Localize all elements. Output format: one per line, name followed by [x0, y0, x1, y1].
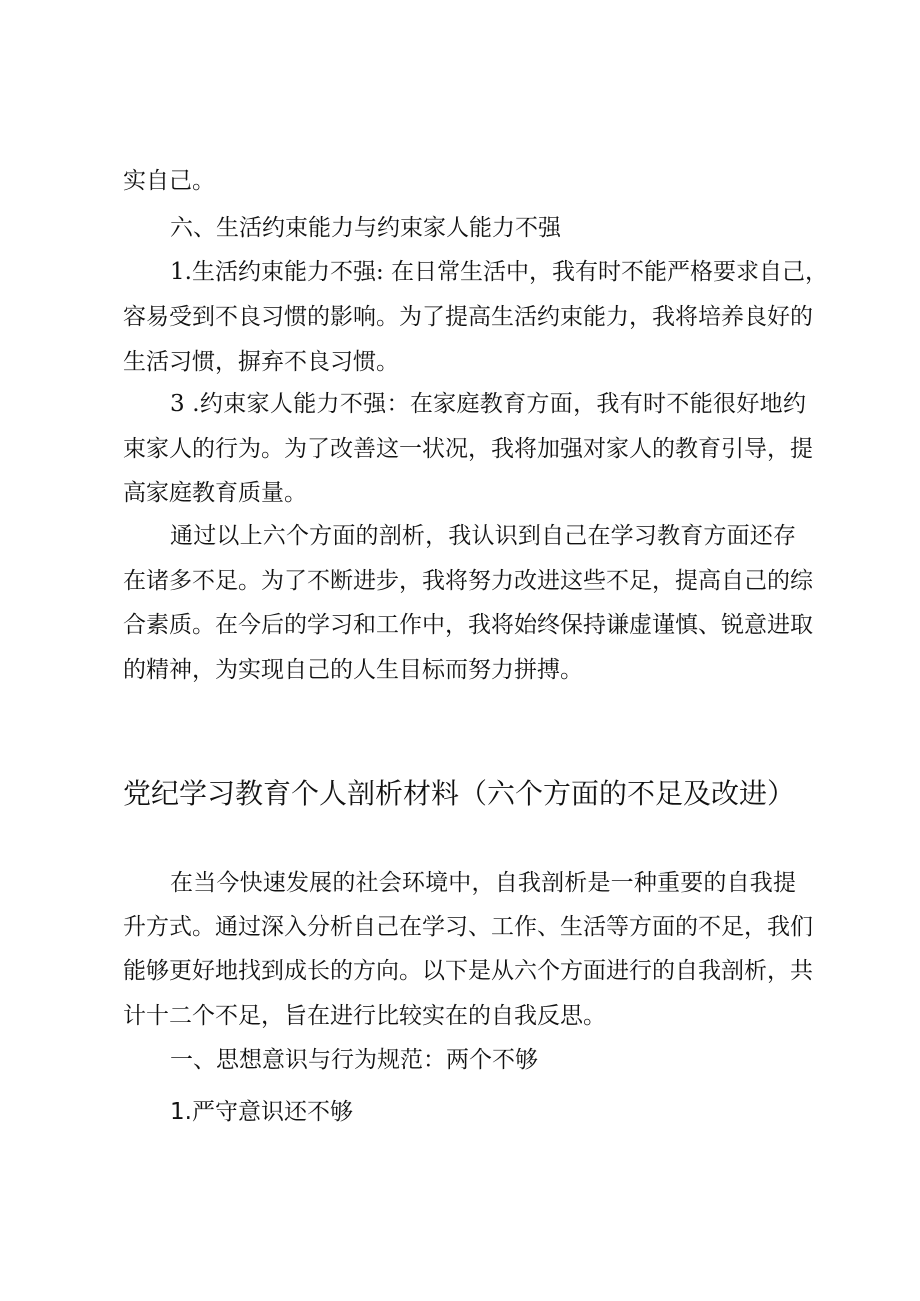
paragraph-line: 生活习惯，摒弃不良习惯。 [123, 349, 399, 375]
paragraph-line: 通过以上六个方面的剖析，我认识到自己在学习教育方面还存 [170, 523, 796, 549]
paragraph-line: 高家庭教育质量。 [123, 480, 307, 506]
document-title: 党纪学习教育个人剖析材料（六个方面的不足及改进） [123, 777, 796, 810]
paragraph-line: 实自己。 [123, 168, 215, 194]
paragraph-line: 的精神，为实现自己的人生目标而努力拼搏。 [123, 657, 583, 683]
subheading: 1.严守意识还不够 [170, 1099, 353, 1125]
paragraph-line: 升方式。通过深入分析自己在学习、工作、生活等方面的不足，我们 [123, 914, 813, 940]
paragraph-line: 能够更好地找到成长的方向。以下是从六个方面进行的自我剖析，共 [123, 958, 813, 984]
paragraph-line: 束家人的行为。为了改善这一状况，我将加强对家人的教育引导，提 [123, 436, 813, 462]
paragraph-line: 在诸多不足。为了不断进步，我将努力改进这些不足，提高自己的综 [123, 568, 813, 594]
paragraph-line: 1.生活约束能力不强: 在日常生活中，我有时不能严格要求自己， [170, 259, 829, 285]
paragraph-line: 合素质。在今后的学习和工作中，我将始终保持谦虚谨慎、锐意进取 [123, 612, 813, 638]
paragraph-line: 3 .约束家人能力不强：在家庭教育方面，我有时不能很好地约 [170, 391, 806, 417]
paragraph-line: 在当今快速发展的社会环境中，自我剖析是一种重要的自我提 [170, 870, 796, 896]
paragraph-line: 容易受到不良习惯的影响。为了提高生活约束能力，我将培养良好的 [123, 304, 813, 330]
section-heading-1: 一、思想意识与行为规范：两个不够 [170, 1047, 538, 1073]
paragraph-line: 计十二个不足，旨在进行比较实在的自我反思。 [123, 1003, 606, 1029]
section-heading-6: 六、生活约束能力与约束家人能力不强 [170, 215, 561, 241]
